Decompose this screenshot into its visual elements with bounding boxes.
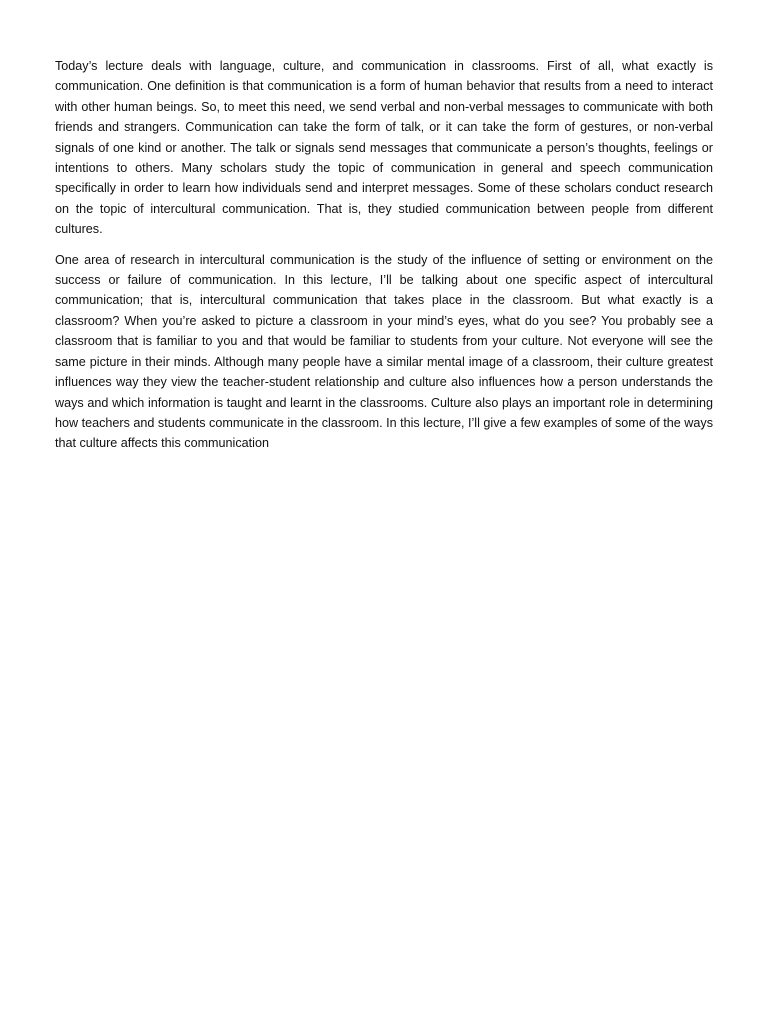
paragraph-2: One area of research in intercultural communication is the study of the influence of setting or environment on the success or failure of communication. In this lecture, I’ll be talking about one specific aspect of intercultural communication; that is, intercultural communication that takes place in the classroom. But what exactly is a classroom? When you’re asked to picture a classroom in your mind’s eyes, what do you see? You probably see a classroom that is familiar to you and that would be familiar to students from your culture. Not everyone will see the same picture in their minds. Although many people have a similar mental image of a classroom, their culture greatest influences way they view the teacher-student relationship and culture also influences how a person understands the ways and which information is taught and learnt in the classrooms. Culture also plays an important role in determining how teachers and students communicate in the classroom. In this lecture, I’ll give a few examples of some of the ways that culture affects this communication xyxy=(55,252,713,451)
document-body xyxy=(55,56,713,464)
paragraph-1: Today’s lecture deals with language, culture, and communication in classrooms. First of all, what exactly is communication. One definition is that communication is a form of human behavior that results from a need to interact with other human beings. So, to meet this need, we send verbal and non-verbal messages to communicate with both friends and strangers. Communication can take the form of talk, or it can take the form of gestures, or non-verbal signals of one kind or another. The talk or signals send messages that communicate a person’s thoughts, feelings or intentions to others. Many scholars study the topic of communication in general and speech communication specifically in order to learn how individuals send and interpret messages. Some of these scholars conduct research on the topic of intercultural communication. That is, they studied communication between people from different cultures. xyxy=(55,59,713,237)
